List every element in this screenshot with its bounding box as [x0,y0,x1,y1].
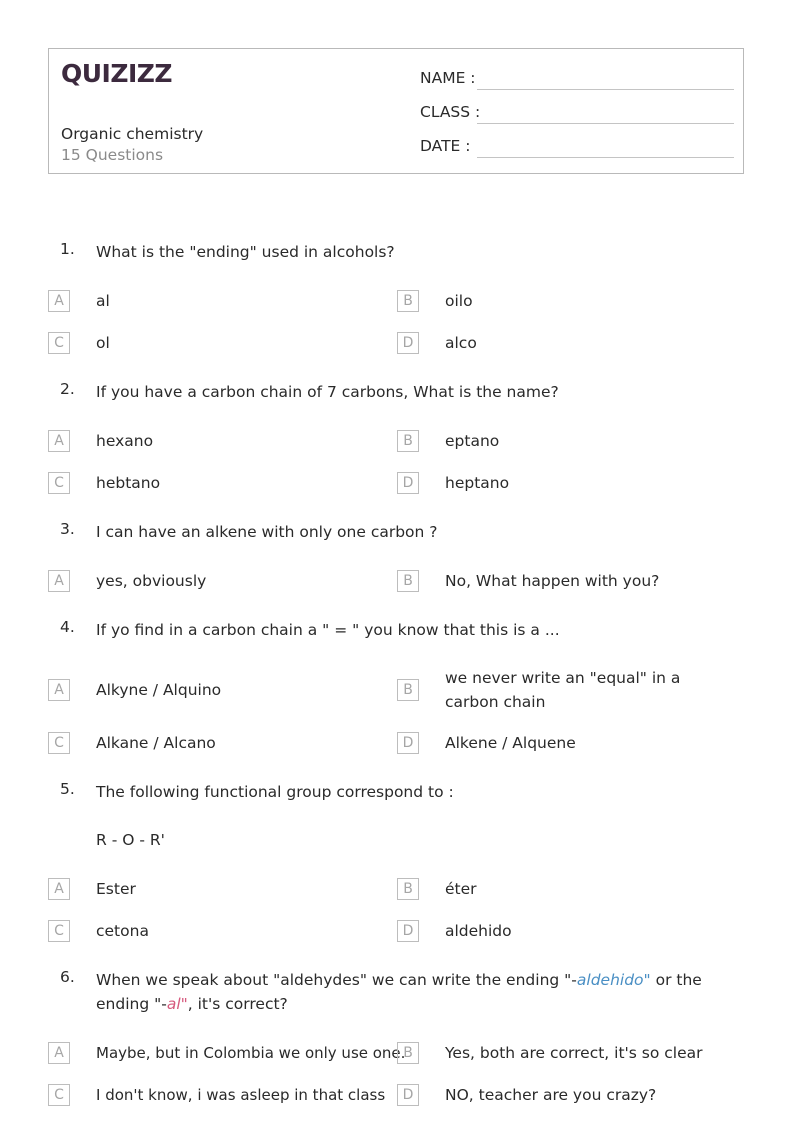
option-text: Yes, both are correct, it's so clear [445,1044,703,1062]
option-box-b[interactable]: B [397,570,419,592]
quizizz-logo: QUIZIZZ [61,59,173,88]
date-label: DATE : [420,137,471,155]
question-text-part: , it's correct? [187,995,288,1013]
question-text: The following functional group correspond to : [96,783,454,801]
option-text: aldehido [445,922,512,940]
option-text: alco [445,334,477,352]
option-text: hexano [96,432,154,450]
option-text: Maybe, but in Colombia we only use one. [96,1044,406,1062]
option-box-d[interactable]: D [397,472,419,494]
question-number: 2. [60,380,75,398]
option-box-c[interactable]: C [48,472,70,494]
question-text: If yo find in a carbon chain a " = " you know that this is a ... [96,621,560,639]
highlight-al: al" [166,995,188,1013]
name-label: NAME : [420,69,476,87]
question-number: 6. [60,968,75,986]
functional-group-formula: R - O - R' [96,831,165,849]
option-text: Alkane / Alcano [96,734,216,752]
class-line [477,123,734,124]
name-line [477,89,734,90]
option-box-a[interactable]: A [48,570,70,592]
question-text [96,968,736,1016]
option-text: I don't know, i was asleep in that class [96,1086,386,1104]
question-text-part: When we speak about "aldehydes" we can write the ending "- [96,971,577,989]
name-field[interactable] [420,69,734,93]
option-box-a[interactable]: A [48,1042,70,1064]
option-text: éter [445,880,477,898]
question-number: 3. [60,520,75,538]
option-box-d[interactable]: D [397,732,419,754]
option-box-c[interactable]: C [48,1084,70,1106]
option-text: No, What happen with you? [445,572,660,590]
option-text: hebtano [96,474,161,492]
option-text: ol [96,334,110,352]
worksheet-header [48,48,744,174]
option-text: Alkene / Alquene [445,734,576,752]
question-number: 5. [60,780,75,798]
option-text: we never write an "equal" in a carbon chain [445,669,681,711]
option-box-b[interactable]: B [397,430,419,452]
option-text: heptano [445,474,510,492]
highlight-aldehido: aldehido" [576,971,651,989]
option-box-a[interactable]: A [48,878,70,900]
option-text: eptano [445,432,500,450]
question-count: 15 Questions [61,146,164,164]
class-label: CLASS : [420,103,481,121]
option-text: Alkyne / Alquino [96,681,222,699]
question-number: 1. [60,240,75,258]
option-text: cetona [96,922,149,940]
option-box-c[interactable]: C [48,920,70,942]
option-text: Ester [96,880,136,898]
option-box-b[interactable]: B [397,290,419,312]
option-box-c[interactable]: C [48,732,70,754]
option-text: NO, teacher are you crazy? [445,1086,657,1104]
question-text-part: or the ending "- [96,971,702,1013]
question-number: 4. [60,618,75,636]
question-text: I can have an alkene with only one carbon ? [96,523,438,541]
option-box-c[interactable]: C [48,332,70,354]
question-text: If you have a carbon chain of 7 carbons, What is the name? [96,383,559,401]
option-box-a[interactable]: A [48,290,70,312]
date-field[interactable] [420,137,734,161]
option-box-b[interactable]: B [397,878,419,900]
option-box-d[interactable]: D [397,1084,419,1106]
option-box-b[interactable]: B [397,679,419,701]
option-text: oilo [445,292,473,310]
option-box-a[interactable]: A [48,679,70,701]
option-box-d[interactable]: D [397,920,419,942]
option-box-a[interactable]: A [48,430,70,452]
quiz-title: Organic chemistry [61,125,204,143]
option-box-d[interactable]: D [397,332,419,354]
question-text: What is the "ending" used in alcohols? [96,243,395,261]
option-text: al [96,292,110,310]
option-box-b[interactable]: B [397,1042,419,1064]
option-text: yes, obviously [96,572,207,590]
class-field[interactable] [420,103,734,127]
date-line [477,157,734,158]
